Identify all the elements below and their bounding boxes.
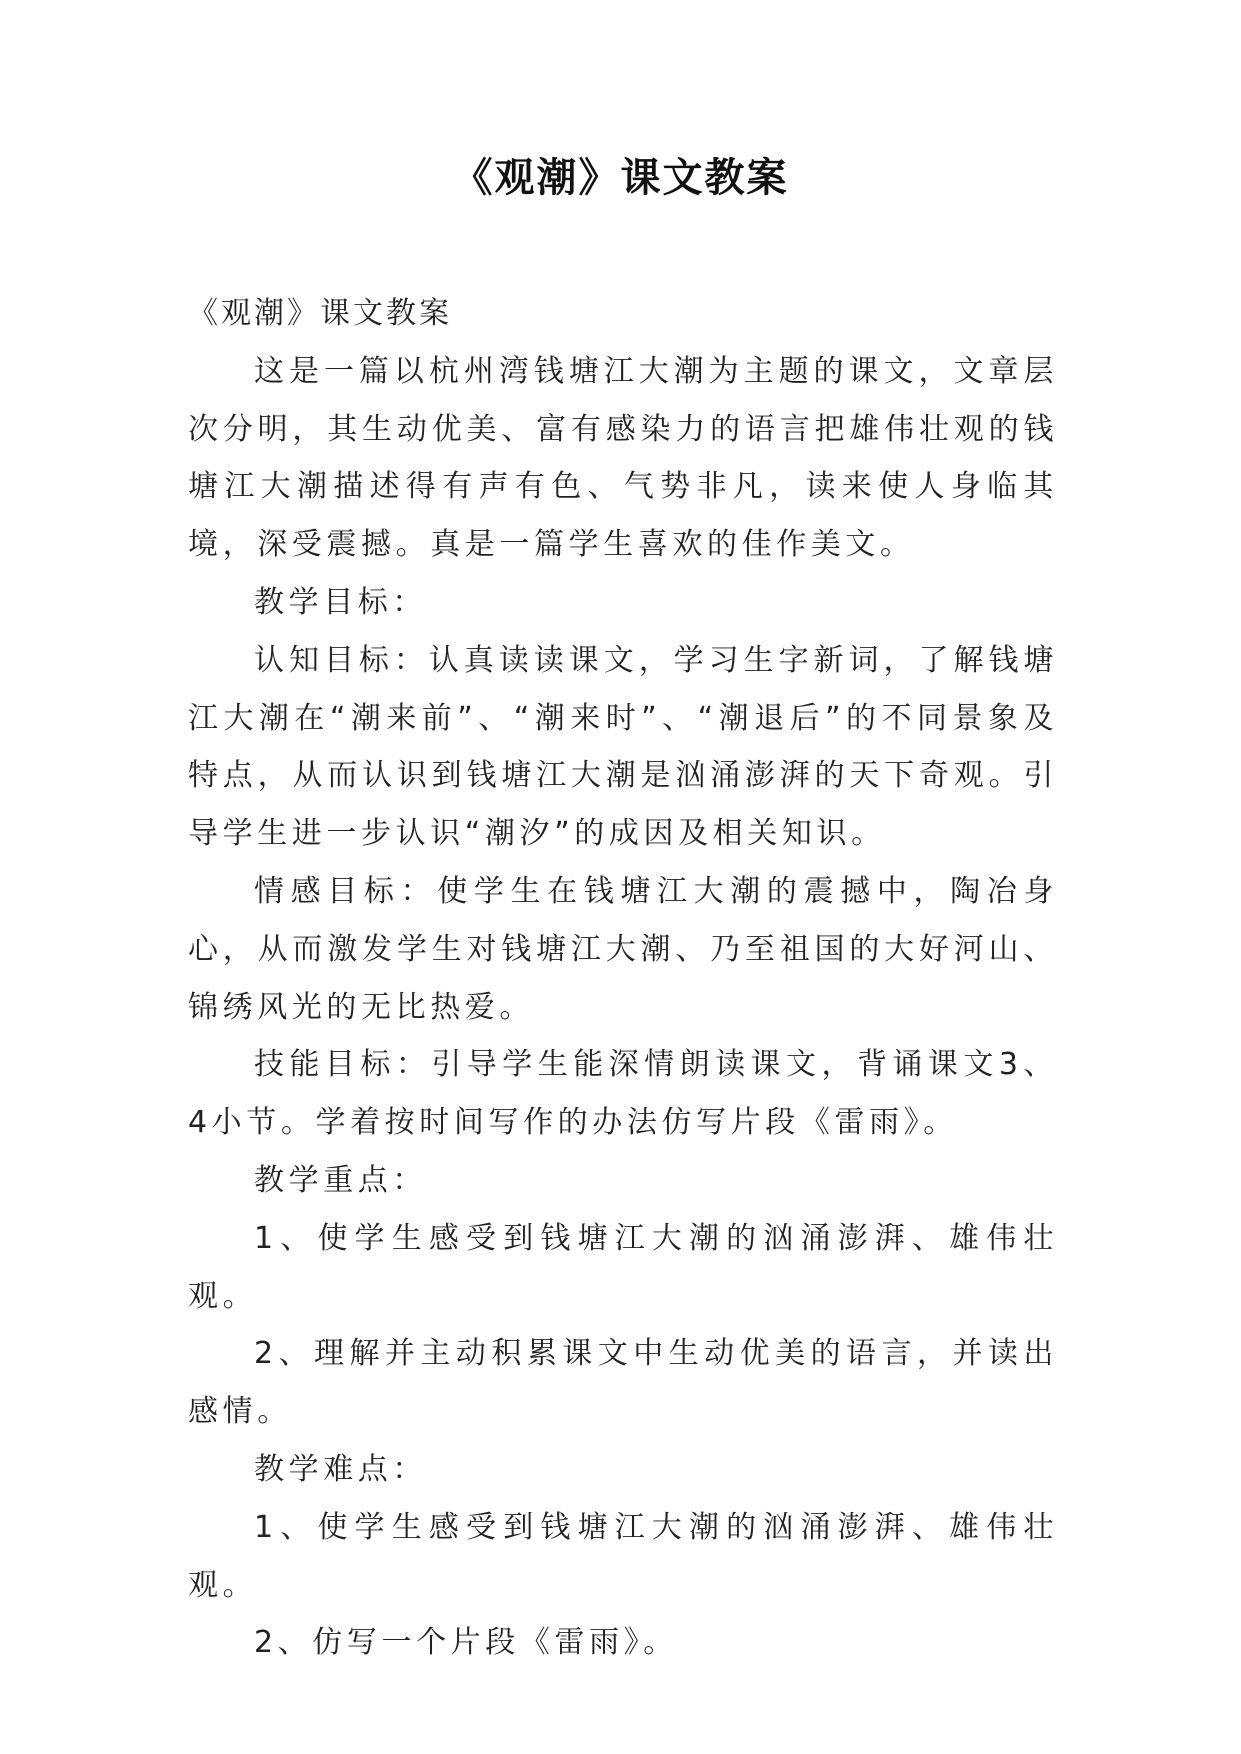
paragraph-subtitle: 《观潮》课文教案 [188,296,452,331]
paragraph-cognitive-goal: 认知目标：认真读读课文，学习生字新词，了解钱塘江大潮在“潮来前”、“潮来时”、“潮退后”的不同景象及特点，从而认识到钱塘江大潮是汹涌澎湃的天下奇观。引导学生进一步认识“潮汐”的成因及相关知识。 [188,642,1058,852]
list-item-difficulty-2: 2、仿写一个片段《雷雨》。 [254,1625,678,1661]
list-item-focus-2: 2、理解并主动积累课文中生动优美的语言，并读出感情。 [188,1336,1058,1430]
paragraph-intro: 这是一篇以杭州湾钱塘江大潮为主题的课文，文章层次分明，其生动优美、富有感染力的语言把雄伟壮观的钱塘江大潮描述得有声有色、气势非凡，读来使人身临其境，深受震撼。真是一篇学生喜欢的佳作美文。 [188,353,1058,563]
heading-teaching-goals: 教学目标： [254,584,427,620]
document-body [188,285,1058,1672]
list-item-focus-1: 1、使学生感受到钱塘江大潮的汹涌澎湃、雄伟壮观。 [188,1220,1058,1314]
paragraph-skill-goal: 技能目标：引导学生能深情朗读课文，背诵课文3、4小节。学着按时间写作的办法仿写片段《雷雨》。 [188,1047,1058,1141]
list-item-difficulty-1: 1、使学生感受到钱塘江大潮的汹涌澎湃、雄伟壮观。 [188,1509,1058,1603]
heading-teaching-difficulty: 教学难点： [254,1451,427,1487]
paragraph-emotional-goal: 情感目标：使学生在钱塘江大潮的震撼中，陶冶身心，从而激发学生对钱塘江大潮、乃至祖国的大好河山、锦绣风光的无比热爱。 [188,873,1058,1025]
document-title: 《观潮》课文教案 [452,154,789,201]
heading-teaching-focus: 教学重点： [254,1162,427,1198]
